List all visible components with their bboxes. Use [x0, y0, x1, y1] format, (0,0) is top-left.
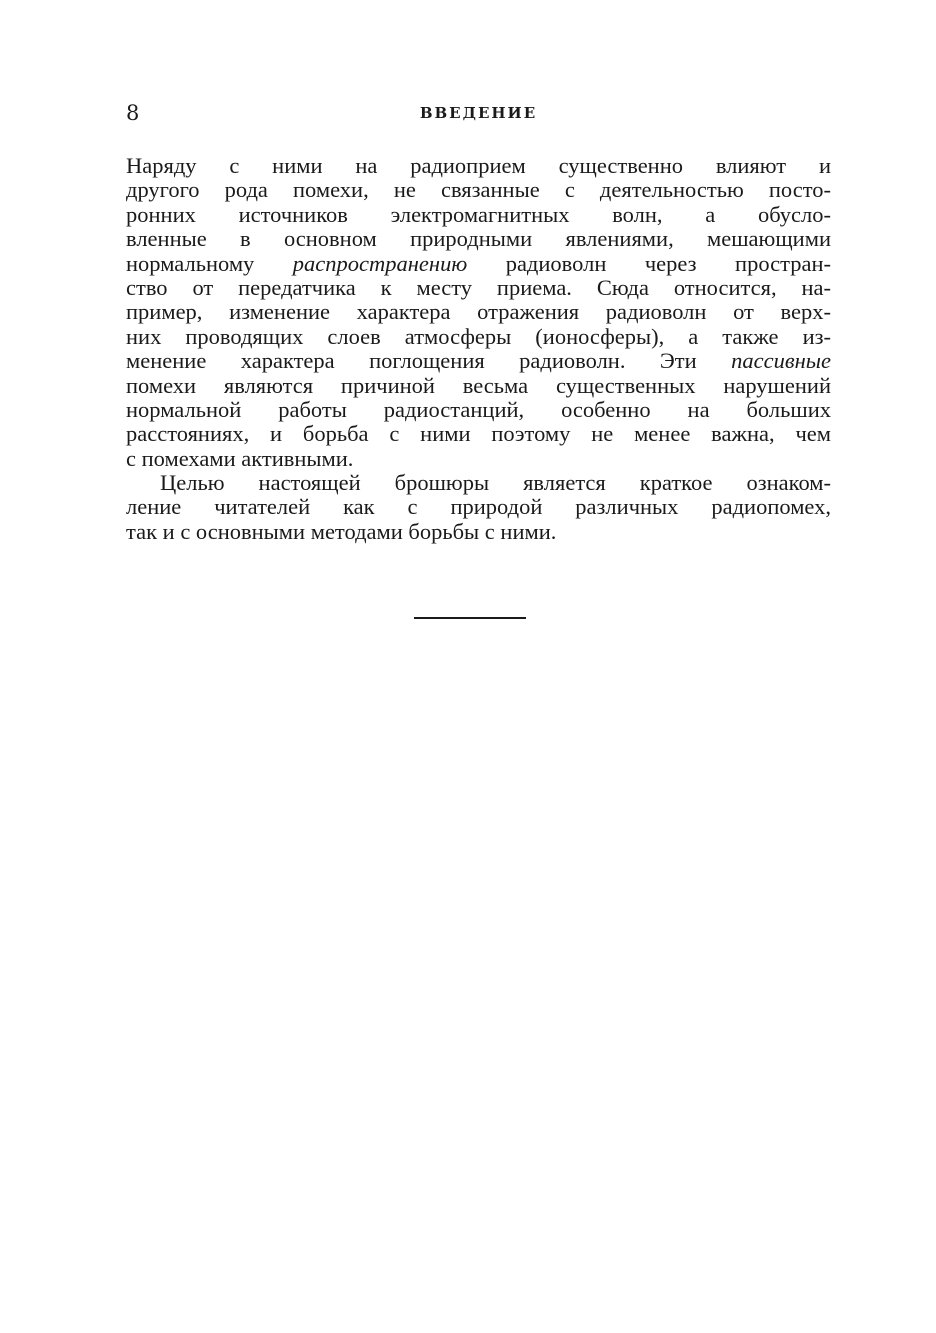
text-segment: менение характера поглощения радиоволн. Эти	[126, 348, 732, 374]
text-line: так и с основными методами борьбы с ними.	[126, 518, 557, 544]
text-line: пример, изменение характера отражения радиоволн от верх-	[126, 299, 831, 325]
text-line: Целью настоящей брошюры является краткое ознаком-	[160, 470, 831, 496]
page-header	[126, 100, 831, 126]
text-line: нормальной работы радиостанций, особенно на больших	[126, 396, 831, 422]
text-segment: нормальному	[126, 250, 293, 276]
text-line: ление читателей как с природой различных радиопомех,	[126, 494, 831, 520]
end-rule	[414, 617, 526, 619]
text-line: ронних источников электромагнитных волн, а обусло-	[126, 201, 831, 227]
running-head: ВВЕДЕНИЕ	[419, 104, 538, 122]
italic-term: распространению	[292, 250, 468, 276]
text-line: вленные в основном природными явлениями, мешающими	[126, 226, 831, 252]
text-line: них проводящих слоев атмосферы (ионосферы), а также из-	[126, 323, 831, 349]
text-body	[126, 154, 831, 544]
text-segment: радиоволн через простран-	[467, 250, 831, 276]
text-line	[126, 252, 831, 276]
text-line: ство от передатчика к месту приема. Сюда относится, на-	[126, 274, 831, 300]
text-line: с помехами активными.	[126, 445, 354, 471]
page-number: 8	[126, 101, 140, 125]
italic-term: пассивные	[731, 348, 831, 374]
text-line: расстояниях, и борьба с ними поэтому не менее важна, чем	[126, 421, 831, 447]
text-line: помехи являются причиной весьма существенных нарушений	[126, 372, 831, 398]
text-line	[126, 349, 831, 373]
text-line: другого рода помехи, не связанные с деятельностью посто-	[126, 177, 831, 203]
text-line: Наряду с ними на радиоприем существенно влияют и	[126, 153, 831, 178]
